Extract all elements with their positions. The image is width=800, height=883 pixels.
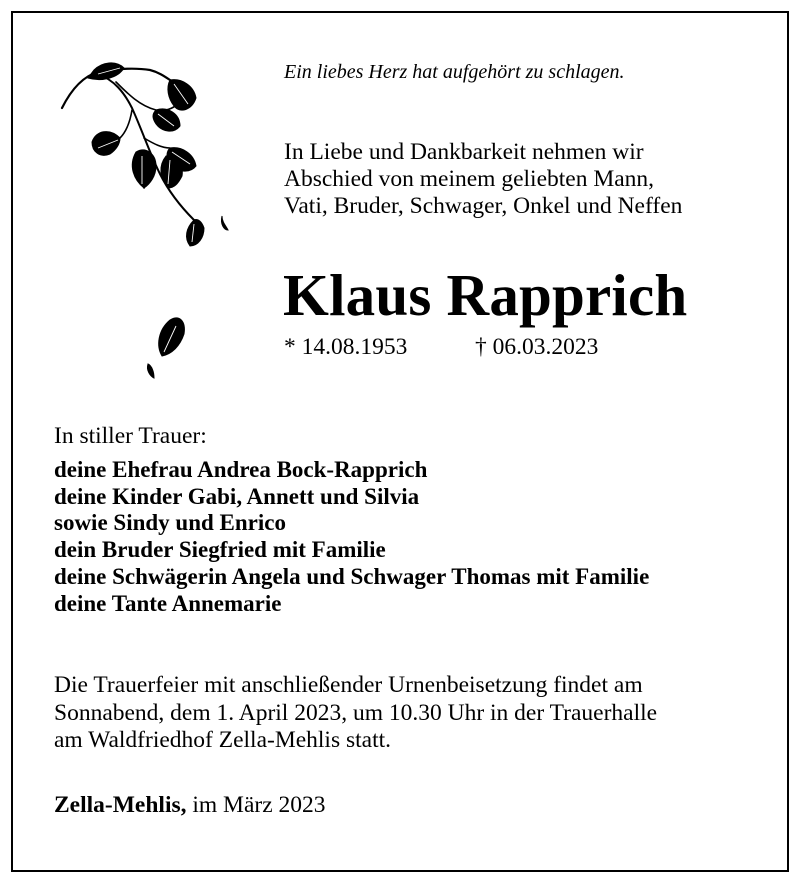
mourner-line: deine Kinder Gabi, Annett und Silvia xyxy=(54,483,420,509)
ceremony-line: Sonnabend, dem 1. April 2023, um 10.30 Uhr in der Trauerhalle xyxy=(54,699,658,726)
birch-branch-icon xyxy=(58,48,258,388)
epigraph: Ein liebes Herz hat aufgehört zu schlagen. xyxy=(284,61,625,83)
mourning-label: In stiller Trauer: xyxy=(54,423,207,449)
deceased-name: Klaus Rapprich xyxy=(283,262,688,328)
intro-line: Vati, Bruder, Schwager, Onkel und Neffen xyxy=(284,193,683,219)
ceremony-line: Die Trauerfeier mit anschließender Urnenbeisetzung findet am xyxy=(54,672,643,698)
mourner-line: sowie Sindy und Enrico xyxy=(54,510,286,536)
intro-text xyxy=(284,139,682,220)
closing-line xyxy=(54,792,326,819)
mourner-line: deine Tante Annemarie xyxy=(54,590,282,616)
mourner-line: dein Bruder Siegfried mit Familie xyxy=(54,537,386,563)
birth-date: * 14.08.1953 xyxy=(284,334,408,360)
life-dates xyxy=(284,334,599,361)
intro-line: Abschied von meinem geliebten Mann, xyxy=(284,166,655,192)
closing-date: im März 2023 xyxy=(186,792,326,818)
mourner-line: deine Schwägerin Angela und Schwager Thomas mit Familie xyxy=(54,563,650,589)
ceremony-info xyxy=(54,672,657,755)
death-date: † 06.03.2023 xyxy=(475,334,599,360)
mourner-line: deine Ehefrau Andrea Bock-Rapprich xyxy=(54,457,428,482)
ceremony-line: am Waldfriedhof Zella-Mehlis statt. xyxy=(54,727,392,753)
closing-place: Zella-Mehlis, xyxy=(54,792,187,818)
mourners-list xyxy=(54,457,649,617)
intro-line: In Liebe und Dankbarkeit nehmen wir xyxy=(284,139,644,165)
